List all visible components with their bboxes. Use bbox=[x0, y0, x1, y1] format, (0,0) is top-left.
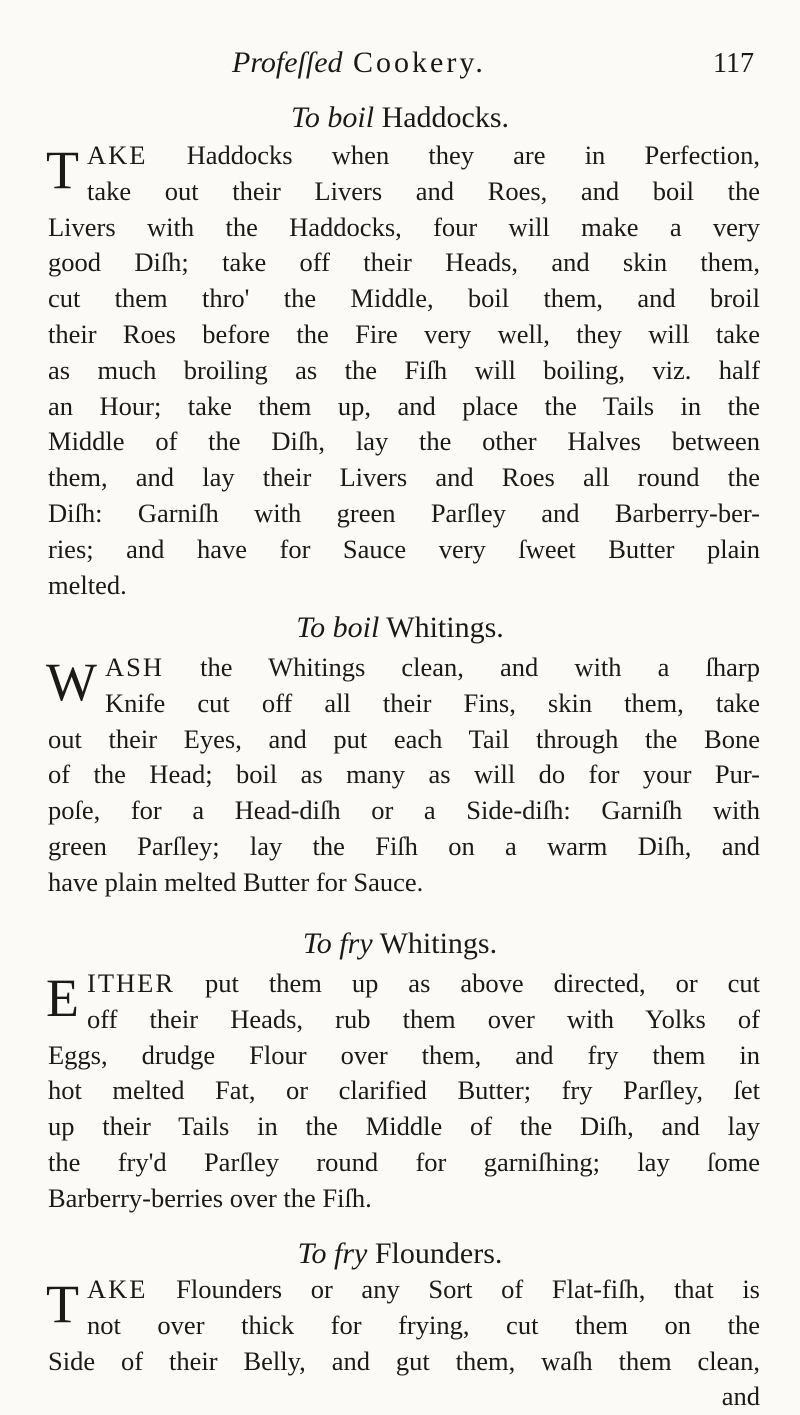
text-line: have plain melted Butter for Sauce. bbox=[48, 866, 424, 897]
running-title bbox=[232, 46, 486, 80]
section-heading-fry-flounders: To fry Flounders. bbox=[297, 1237, 503, 1270]
text-line: melted. bbox=[48, 569, 127, 600]
recipe-fry-flounders bbox=[48, 1272, 760, 1415]
text-line: Eggs, drudge Flour over them, and fry them in bbox=[48, 1039, 760, 1070]
text-line: the fry'd Parſley round for garniſhing; lay ſome bbox=[48, 1146, 760, 1177]
text-line: them, and lay their Livers and Roes all round the bbox=[48, 462, 760, 493]
text-line: Livers with the Haddocks, four will make a very bbox=[48, 211, 760, 242]
drop-cap: T bbox=[46, 140, 79, 200]
text-line: an Hour; take them up, and place the Tails in the bbox=[48, 390, 760, 421]
running-title-caps: Cookery. bbox=[353, 46, 486, 79]
text-line: Side of their Belly, and gut them, waſh them clean, bbox=[48, 1345, 760, 1376]
text-line: not over thick for frying, cut them on the bbox=[87, 1309, 760, 1340]
text-line: good Diſh; take off their Heads, and skin them, bbox=[48, 247, 760, 278]
drop-cap: E bbox=[46, 968, 79, 1028]
text-line: take out their Livers and Roes, and boil the bbox=[87, 175, 760, 206]
text-line: their Roes before the Fire very well, they will take bbox=[48, 318, 760, 349]
text-line: Knife cut off all their Fins, skin them, take bbox=[104, 687, 760, 718]
text-line: Middle of the Diſh, lay the other Halves between bbox=[48, 426, 760, 457]
text-line: hot melted Fat, or clarified Butter; fry Parſley, ſet bbox=[48, 1075, 760, 1106]
drop-cap: W bbox=[46, 652, 97, 712]
text-line: cut them thro' the Middle, boil them, and broil bbox=[48, 283, 760, 314]
page-number: 117 bbox=[713, 48, 754, 79]
text-line: of the Head; boil as many as will do for your Pur- bbox=[48, 759, 760, 790]
section-heading-boil-whitings: To boil Whitings. bbox=[296, 611, 504, 644]
text-line: Barberry-berries over the Fiſh. bbox=[48, 1182, 372, 1213]
drop-cap: T bbox=[46, 1274, 79, 1334]
section-heading-fry-whitings: To fry Whitings. bbox=[302, 927, 498, 960]
section-heading-boil-haddocks: To boil Haddocks. bbox=[290, 101, 510, 134]
catchword: and bbox=[721, 1381, 760, 1412]
text-line: as much broiling as the Fiſh will boiling, viz. half bbox=[48, 354, 760, 385]
text-line: Diſh: Garniſh with green Parſley and Barberry-ber- bbox=[48, 497, 760, 528]
running-head bbox=[0, 46, 800, 86]
running-title-italic: Profeſſed bbox=[232, 46, 343, 79]
text-line: ries; and have for Sauce very ſweet Butter plain bbox=[48, 533, 760, 564]
text-line: up their Tails in the Middle of the Diſh, and lay bbox=[48, 1111, 760, 1142]
text-line: green Parſley; lay the Fiſh on a warm Diſh, and bbox=[48, 830, 760, 861]
recipe-fry-whitings bbox=[48, 966, 760, 1217]
text-line: AKE Flounders or any Sort of Flat-fiſh, that is bbox=[87, 1274, 760, 1304]
text-line: off their Heads, rub them over with Yolks of bbox=[87, 1003, 760, 1034]
recipe-boil-haddocks bbox=[48, 138, 760, 603]
text-line: poſe, for a Head-diſh or a Side-diſh: Garniſh with bbox=[48, 795, 760, 826]
text-line: out their Eyes, and put each Tail through the Bone bbox=[48, 723, 760, 754]
text-line: ASH the Whitings clean, and with a ſharp bbox=[104, 652, 760, 682]
recipe-boil-whitings bbox=[48, 650, 760, 901]
text-line: ITHER put them up as above directed, or cut bbox=[87, 968, 760, 998]
text-line: AKE Haddocks when they are in Perfection, bbox=[87, 140, 760, 170]
